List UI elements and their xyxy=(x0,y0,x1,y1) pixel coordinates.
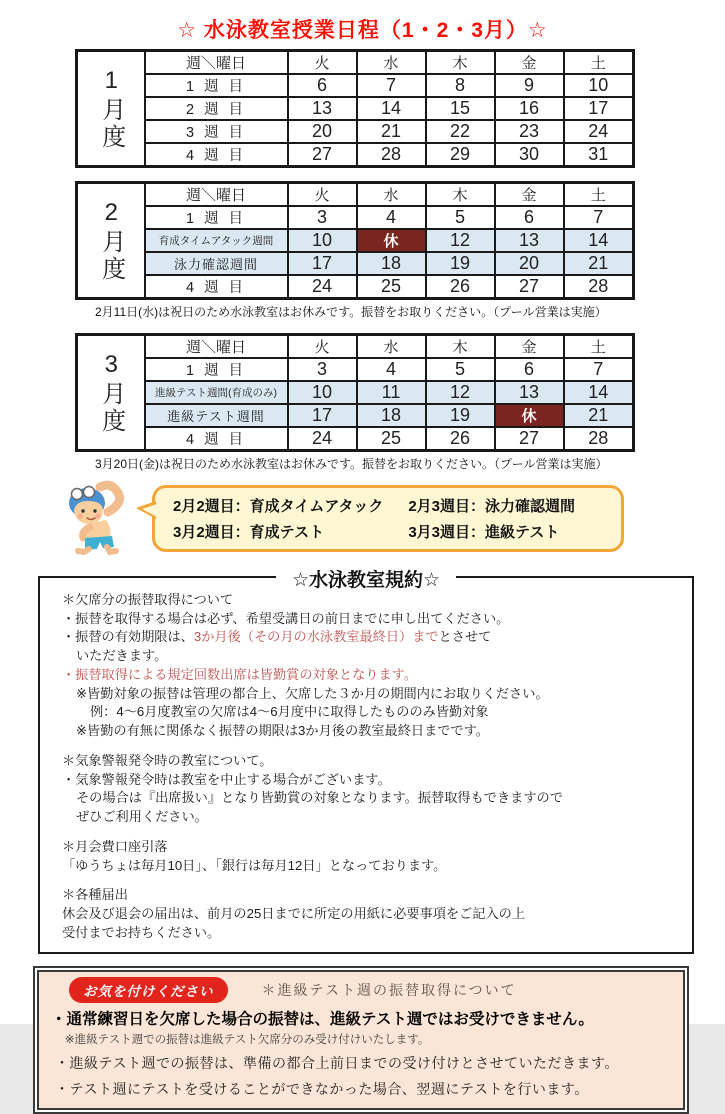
day-cell: 19 xyxy=(426,404,495,427)
warning-line: ・通常練習日を欠席した場合の振替は、進級テスト週ではお受けできません。 xyxy=(51,1011,594,1029)
weekday-header-cell: 週＼曜日 xyxy=(145,335,288,359)
day-cell: 27 xyxy=(495,427,564,451)
day-cell: 20 xyxy=(288,120,357,143)
warning-line: ※進級テスト週での振替は進級テスト欠席分のみ受け付けいたします。 xyxy=(65,1034,430,1047)
day-cell: 25 xyxy=(357,275,426,299)
warning-body xyxy=(51,1007,671,1099)
bubble-schedule-item: 3月2週目：育成テスト xyxy=(173,524,325,541)
week-label-cell: 1 週 目 xyxy=(145,74,288,97)
warning-box-inner xyxy=(37,970,685,1110)
day-cell: 12 xyxy=(426,381,495,404)
day-cell: 12 xyxy=(426,229,495,252)
day-cell: 18 xyxy=(357,404,426,427)
week-label-cell: 進級テスト週間 xyxy=(145,404,288,427)
weekday-header-cell: 金 xyxy=(495,335,564,359)
weekday-header-cell: 水 xyxy=(357,51,426,75)
day-cell: 22 xyxy=(426,120,495,143)
intro-section xyxy=(0,480,725,552)
rule-text: ※皆勤対象の振替は管理の都合上、欠席した３か月の期間内にお取りください。 xyxy=(76,685,549,701)
calendar-table xyxy=(75,49,635,168)
warning-title: ＊進級テスト週の振替取得について xyxy=(261,982,517,999)
day-cell: 28 xyxy=(564,275,634,299)
day-cell: 29 xyxy=(426,143,495,167)
day-cell: 28 xyxy=(357,143,426,167)
day-cell: 14 xyxy=(564,381,634,404)
weekday-header-cell: 週＼曜日 xyxy=(145,51,288,75)
day-cell: 31 xyxy=(564,143,634,167)
day-cell: 17 xyxy=(288,252,357,275)
rule-text: 休会及び退会の届出は、前月の25日までに所定の用紙に必要事項をご記入の上 xyxy=(62,906,526,922)
day-cell: 23 xyxy=(495,120,564,143)
rule-line xyxy=(62,771,674,790)
rule-text: 「ゆうちょは毎月10日」、「銀行は毎月12日」となっております。 xyxy=(62,857,447,873)
day-cell: 4 xyxy=(357,358,426,381)
rule-line xyxy=(62,703,674,722)
rule-line xyxy=(62,905,674,924)
rule-line xyxy=(62,628,674,647)
rule-text-red: 3か月後（その月の水泳教室最終日）まで xyxy=(193,629,439,645)
month-label-cell xyxy=(77,335,145,451)
warning-line: ・テスト週にテストを受けることができなかった場合、翌週にテストを行います。 xyxy=(55,1081,589,1098)
day-cell: 4 xyxy=(357,206,426,229)
day-cell: 11 xyxy=(357,381,426,404)
holiday-cell: 休 xyxy=(495,404,564,427)
week-label-cell: 3 週 目 xyxy=(145,120,288,143)
day-cell: 30 xyxy=(495,143,564,167)
day-cell: 6 xyxy=(288,74,357,97)
rules-body xyxy=(62,591,674,942)
warning-box xyxy=(33,966,689,1114)
swimmer-illustration xyxy=(50,480,142,557)
day-cell: 7 xyxy=(357,74,426,97)
day-cell: 24 xyxy=(564,120,634,143)
day-cell: 13 xyxy=(288,97,357,120)
rule-line xyxy=(62,886,674,905)
bubble-schedule-item: 3月3週目：進級テスト xyxy=(408,524,560,541)
rule-line xyxy=(62,857,674,876)
day-cell: 17 xyxy=(288,404,357,427)
month-label-cell xyxy=(77,183,145,299)
rule-line xyxy=(62,924,674,943)
weekday-header-cell: 金 xyxy=(495,51,564,75)
weekday-header-cell: 水 xyxy=(357,335,426,359)
day-cell: 8 xyxy=(426,74,495,97)
weekday-header-cell: 木 xyxy=(426,51,495,75)
day-cell: 18 xyxy=(357,252,426,275)
month-label-cell xyxy=(77,51,145,167)
holiday-note: 2月11日(水)は祝日のため水泳教室はお休みです。振替をお取りください。（プール営業は実施） xyxy=(95,305,607,319)
day-cell: 13 xyxy=(495,381,564,404)
day-cell: 6 xyxy=(495,358,564,381)
month-label: 3月度 xyxy=(97,350,125,435)
rule-line xyxy=(62,666,674,685)
rule-text: ＊各種届出 xyxy=(62,887,128,903)
day-cell: 16 xyxy=(495,97,564,120)
rule-text: ＊月会費口座引落 xyxy=(62,838,168,854)
calendar-table xyxy=(75,333,635,452)
rule-text: 受付までお持ちください。 xyxy=(62,924,221,940)
week-label-cell: 4 週 目 xyxy=(145,427,288,451)
rule-text: ＊気象警報発令時の教室について。 xyxy=(62,752,273,768)
day-cell: 5 xyxy=(426,358,495,381)
day-cell: 19 xyxy=(426,252,495,275)
day-cell: 14 xyxy=(357,97,426,120)
calendar-month-january xyxy=(75,49,725,168)
day-cell: 3 xyxy=(288,358,357,381)
month-label: 1月度 xyxy=(97,66,125,151)
rule-line xyxy=(62,838,674,857)
page-title: ☆ 水泳教室授業日程（1・2・3月）☆ xyxy=(177,19,548,42)
rule-text: ・振替の有効期限は、 xyxy=(62,629,194,645)
week-label-cell: 4 週 目 xyxy=(145,275,288,299)
week-label-cell: 育成タイムアタック週間 xyxy=(145,229,288,252)
weekday-header-cell: 週＼曜日 xyxy=(145,183,288,207)
week-label-cell: 1 週 目 xyxy=(145,206,288,229)
day-cell: 7 xyxy=(564,358,634,381)
schedule-speech-bubble xyxy=(152,485,624,552)
day-cell: 21 xyxy=(357,120,426,143)
bubble-schedule-item: 2月3週目：泳力確認週間 xyxy=(408,498,576,515)
rule-text: ぜひご利用ください。 xyxy=(76,809,208,825)
weekday-header-cell: 土 xyxy=(564,183,634,207)
day-cell: 3 xyxy=(288,206,357,229)
day-cell: 24 xyxy=(288,427,357,451)
calendar-month-march xyxy=(75,333,725,472)
day-cell: 10 xyxy=(564,74,634,97)
day-cell: 9 xyxy=(495,74,564,97)
rule-text: ※皆勤の有無に関係なく振替の期限は3か月後の教室最終日までです。 xyxy=(76,723,489,739)
day-cell: 28 xyxy=(564,427,634,451)
day-cell: 25 xyxy=(357,427,426,451)
rule-line xyxy=(62,647,674,666)
caution-badge: お気を付けください xyxy=(69,977,228,1003)
rule-text: ・振替を取得する場合は必ず、希望受講日の前日までに申し出てください。 xyxy=(62,610,510,626)
day-cell: 6 xyxy=(495,206,564,229)
weekday-header-cell: 木 xyxy=(426,335,495,359)
bubble-schedule-grid xyxy=(173,495,613,542)
rule-line xyxy=(62,789,674,808)
rule-line xyxy=(62,610,674,629)
weekday-header-cell: 火 xyxy=(288,51,357,75)
day-cell: 10 xyxy=(288,229,357,252)
day-cell: 26 xyxy=(426,427,495,451)
weekday-header-cell: 火 xyxy=(288,183,357,207)
day-cell: 21 xyxy=(564,252,634,275)
week-label-cell: 泳力確認週間 xyxy=(145,252,288,275)
rule-line xyxy=(62,685,674,704)
weekday-header-cell: 土 xyxy=(564,335,634,359)
day-cell: 17 xyxy=(564,97,634,120)
day-cell: 5 xyxy=(426,206,495,229)
month-label: 2月度 xyxy=(97,198,125,283)
rule-line xyxy=(62,752,674,771)
week-label-cell: 1 週 目 xyxy=(145,358,288,381)
day-cell: 7 xyxy=(564,206,634,229)
weekday-header-cell: 水 xyxy=(357,183,426,207)
holiday-note: 3月20日(金)は祝日のため水泳教室はお休みです。振替をお取りください。（プール営業は実施） xyxy=(95,457,608,471)
week-label-cell: 2 週 目 xyxy=(145,97,288,120)
weekday-header-cell: 金 xyxy=(495,183,564,207)
day-cell: 10 xyxy=(288,381,357,404)
day-cell: 13 xyxy=(495,229,564,252)
weekday-header-cell: 木 xyxy=(426,183,495,207)
day-cell: 14 xyxy=(564,229,634,252)
day-cell: 20 xyxy=(495,252,564,275)
weekday-header-cell: 火 xyxy=(288,335,357,359)
day-cell: 27 xyxy=(288,143,357,167)
rule-text: いただきます。 xyxy=(76,648,168,664)
calendar-table xyxy=(75,181,635,300)
day-cell: 21 xyxy=(564,404,634,427)
weekday-header-cell: 土 xyxy=(564,51,634,75)
day-cell: 24 xyxy=(288,275,357,299)
day-cell: 26 xyxy=(426,275,495,299)
rule-text: その場合は『出席扱い』となり皆勤賞の対象となります。振替取得もできますので xyxy=(76,790,563,806)
day-cell: 15 xyxy=(426,97,495,120)
rule-text: ・気象警報発令時は教室を中止する場合がございます。 xyxy=(62,771,391,787)
swimmer-icon xyxy=(50,480,142,552)
week-label-cell: 4 週 目 xyxy=(145,143,288,167)
rule-line xyxy=(62,808,674,827)
bubble-schedule-item: 2月2週目：育成タイムアタック xyxy=(173,498,384,515)
rule-text: とさせて xyxy=(438,629,492,645)
rule-line xyxy=(62,722,674,741)
day-cell: 27 xyxy=(495,275,564,299)
warning-header-row xyxy=(51,977,671,1003)
rule-text: 例：4～6月度教室の欠席は4～6月度中に取得したもののみ皆勤対象 xyxy=(90,704,489,720)
rule-line xyxy=(62,591,674,610)
calendar-month-february xyxy=(75,181,725,320)
week-label-cell: 進級テスト週間(育成のみ) xyxy=(145,381,288,404)
rule-text: ＊欠席分の振替取得について xyxy=(62,592,234,607)
rules-box xyxy=(38,570,694,954)
holiday-cell: 休 xyxy=(357,229,426,252)
rules-title: ☆水泳教室規約☆ xyxy=(276,565,456,592)
warning-line: ・進級テスト週での振替は、準備の都合上前日までの受け付けとさせていただきます。 xyxy=(55,1055,619,1072)
rule-text-red: ・振替取得による規定回数出席は皆勤賞の対象となります。 xyxy=(62,666,418,682)
